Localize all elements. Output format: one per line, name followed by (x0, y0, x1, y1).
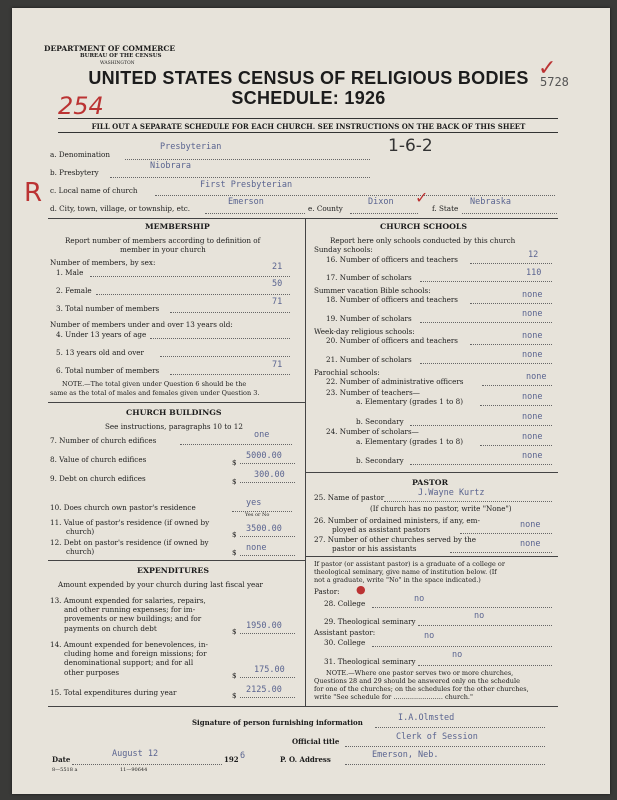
fill-line (460, 533, 552, 534)
column-divider (305, 218, 306, 706)
q27-label: 27. Number of other churches served by the (314, 535, 477, 544)
q30-value: no (424, 631, 435, 641)
by-sex-label: Number of members, by sex: (50, 258, 156, 267)
fill-line (240, 633, 295, 634)
dollar-sign: $ (232, 671, 237, 680)
fill-line (450, 552, 552, 553)
q23a-value: none (522, 392, 543, 402)
print-number: 11—90644 (120, 767, 148, 773)
membership-intro: Report number of members according to definition of (65, 236, 261, 245)
year-value: 6 (240, 751, 246, 761)
q31-label: 31. Theological seminary (324, 657, 416, 666)
graduate-note: If pastor (or assistant pastor) is a graduate of a college or (314, 560, 505, 568)
q7-value: one (254, 430, 270, 440)
q13-label: 13. Amount expended for salaries, repairs, (50, 596, 206, 605)
q28-value: no (414, 594, 425, 604)
q24b-value: none (522, 451, 543, 461)
fill-line (180, 444, 292, 445)
fill-line (150, 338, 290, 339)
q29-value: no (474, 611, 485, 621)
fill-line (240, 463, 295, 464)
q9-value: 300.00 (254, 470, 285, 480)
q9-label: 9. Debt on church edifices (50, 474, 146, 483)
q16-label: 16. Number of officers and teachers (326, 255, 458, 264)
q12-label: church) (66, 547, 95, 556)
fill-line (480, 405, 552, 406)
q14-label: other purposes (64, 668, 120, 677)
q23b-value: none (522, 412, 543, 422)
q26-label: 26. Number of ordained ministers, if any, em- (314, 516, 480, 525)
q20-label: 20. Number of officers and teachers (326, 336, 458, 345)
q25-label: 25. Name of pastor (314, 493, 385, 502)
q14-label: denominational support; and for all (64, 658, 194, 667)
dollar-sign: $ (232, 548, 237, 557)
q1-value: 21 (272, 262, 283, 272)
q2-label: 2. Female (56, 286, 92, 295)
q27-label: pastor or his assistants (332, 544, 417, 553)
date-value: August 12 (112, 749, 159, 759)
q19-value: none (522, 309, 543, 319)
q22-label: 22. Number of administrative officers (326, 377, 464, 386)
fill-line (345, 764, 545, 765)
q24a-value: none (522, 432, 543, 442)
schools-intro: Report here only schools conducted by this church (330, 236, 516, 245)
q18-label: 18. Number of officers and teachers (326, 295, 458, 304)
q23b-label: b. Secondary (356, 417, 404, 426)
dollar-sign: $ (232, 530, 237, 539)
check-mark-icon: ✓ (538, 56, 557, 81)
fill-line (350, 213, 418, 214)
schools-heading: CHURCH SCHOOLS (380, 222, 468, 231)
handwritten-code: 1-6-2 (388, 136, 433, 156)
expenditures-sub: Amount expended by your church during last fiscal year (58, 580, 263, 589)
q14-value: 175.00 (254, 665, 285, 675)
fill-line (160, 356, 290, 357)
q24-label: 24. Number of scholars— (326, 427, 419, 436)
fill-line (96, 294, 290, 295)
q23-label: 23. Number of teachers— (326, 388, 420, 397)
county-value: Dixon (368, 197, 394, 207)
serial-number: 5728 (540, 75, 569, 89)
q23a-label: a. Elementary (grades 1 to 8) (356, 397, 463, 406)
summer-label: Summer vacation Bible schools: (314, 286, 431, 295)
q18-value: none (522, 290, 543, 300)
q5-label: 5. 13 years old and over (56, 348, 144, 357)
pastor-note: write "See schedule for ........................ church." (314, 693, 473, 701)
form-number: 8—5518 a (52, 767, 78, 773)
date-label: Date (52, 755, 71, 764)
sunday-label: Sunday schools: (314, 245, 373, 254)
fill-line (470, 263, 552, 264)
q25-note: (If church has no pastor, write "None") (370, 504, 512, 513)
fill-line (90, 276, 290, 277)
fill-line (125, 159, 370, 160)
state-label: f. State (432, 204, 459, 213)
weekday-label: Week-day religious schools: (314, 327, 415, 336)
q14-label: 14. Amount expended for benevolences, in- (50, 640, 208, 649)
q8-value: 5000.00 (246, 451, 282, 461)
divider (48, 560, 305, 561)
q13-label: provements or new buildings; and for (64, 614, 202, 623)
divider (58, 118, 558, 119)
dollar-sign: $ (232, 627, 237, 636)
q26-label: ployed as assistant pastors (332, 525, 431, 534)
fill-line (420, 281, 552, 282)
q28-label: 28. College (324, 599, 366, 608)
fill-line (420, 363, 552, 364)
fill-line (345, 746, 545, 747)
fill-line (384, 501, 552, 502)
po-address-label: P. O. Address (280, 755, 331, 764)
graduate-note: theological seminary, give name of institution below. (If (314, 568, 497, 576)
dollar-sign: $ (232, 458, 237, 467)
dollar-sign: $ (232, 477, 237, 486)
signature-label: Signature of person furnishing information (192, 718, 363, 727)
q13-label: payments on church debt (64, 624, 157, 633)
fill-line (482, 385, 552, 386)
department-label: DEPARTMENT OF COMMERCE (44, 44, 176, 53)
year-prefix: 192 (224, 755, 239, 764)
city-town-value: Emerson (228, 197, 264, 207)
q12-value: none (246, 543, 267, 553)
q11-label: 11. Value of pastor's residence (if owned by (50, 518, 210, 527)
fill-line (240, 536, 295, 537)
fill-line (372, 607, 552, 608)
q10-label: 10. Does church own pastor's residence (50, 503, 196, 512)
church-name-label: c. Local name of church (50, 186, 138, 195)
divider (48, 402, 305, 403)
fill-line (170, 374, 290, 375)
pastor-note: for one of the churches; on the schedules for the other churches, (314, 685, 529, 693)
check-mark-icon: ✓ (415, 188, 429, 207)
assistant-label: Assistant pastor: (314, 628, 376, 637)
q27-value: none (520, 539, 541, 549)
membership-note: same as the total of males and females given under Question 3. (50, 389, 260, 397)
q25-value: J.Wayne Kurtz (418, 488, 485, 498)
q6-value: 71 (272, 360, 283, 370)
fill-line (418, 625, 552, 626)
q8-label: 8. Value of church edifices (50, 455, 147, 464)
pastor-note: Questions 28 and 29 should be answered only on the schedule (314, 677, 520, 685)
q12-label: 12. Debt on pastor's residence (if owned by (50, 538, 209, 547)
membership-intro: member in your church (120, 245, 206, 254)
q10-value: yes (246, 498, 262, 508)
denomination-value: Presbyterian (160, 142, 222, 152)
q2-value: 50 (272, 279, 283, 289)
handwritten-number: 254 (58, 92, 104, 120)
q11-label: church) (66, 527, 95, 536)
fill-line (72, 764, 222, 765)
fill-line (240, 677, 295, 678)
denomination-label: a. Denomination (50, 150, 110, 159)
fill-line (410, 464, 552, 465)
instruction-line: FILL OUT A SEPARATE SCHEDULE FOR EACH CHURCH. SEE INSTRUCTIONS ON THE BACK OF THIS SHEET (91, 122, 526, 131)
q1-label: 1. Male (56, 268, 84, 277)
membership-heading: MEMBERSHIP (145, 222, 210, 231)
q7-label: 7. Number of church edifices (50, 436, 157, 445)
dollar-sign: $ (232, 691, 237, 700)
q17-label: 17. Number of scholars (326, 273, 412, 282)
fill-line (470, 303, 552, 304)
city-label: WASHINGTON (100, 61, 135, 66)
pastor-heading: PASTOR (412, 478, 449, 487)
q30-label: 30. College (324, 638, 366, 647)
fill-line (110, 177, 370, 178)
fill-line (155, 195, 555, 196)
city-town-label: d. City, town, village, or township, etc. (50, 204, 191, 213)
q21-label: 21. Number of scholars (326, 355, 412, 364)
fill-line (462, 213, 557, 214)
age-label: Number of members under and over 13 years old: (50, 320, 233, 329)
parochial-label: Parochial schools: (314, 368, 380, 377)
county-label: e. County (308, 204, 343, 213)
q26-value: none (520, 520, 541, 530)
po-address-value: Emerson, Neb. (372, 750, 439, 760)
q13-value: 1950.00 (246, 621, 282, 631)
q11-value: 3500.00 (246, 524, 282, 534)
form-title: UNITED STATES CENSUS OF RELIGIOUS BODIES (88, 68, 529, 88)
state-value: Nebraska (470, 197, 511, 207)
fill-line (240, 555, 295, 556)
q29-label: 29. Theological seminary (324, 617, 416, 626)
q15-value: 2125.00 (246, 685, 282, 695)
q17-value: 110 (526, 268, 542, 278)
graduate-note: not a graduate, write "No" in the space indicated.) (314, 576, 481, 584)
buildings-heading: CHURCH BUILDINGS (126, 408, 222, 417)
handwritten-r-mark: R (24, 178, 43, 208)
fill-line (470, 344, 552, 345)
fill-line (170, 312, 290, 313)
q16-value: 12 (528, 250, 539, 260)
q13-label: and other running expenses; for im- (64, 605, 196, 614)
q24b-label: b. Secondary (356, 456, 404, 465)
divider (48, 706, 558, 707)
q31-value: no (452, 650, 463, 660)
fill-line (410, 425, 552, 426)
presbytery-label: b. Presbytery (50, 168, 99, 177)
fill-line (240, 482, 295, 483)
presbytery-value: Niobrara (150, 161, 191, 171)
fill-line (375, 727, 545, 728)
fill-line (418, 665, 552, 666)
official-title-value: Clerk of Session (396, 732, 478, 742)
q4-label: 4. Under 13 years of age (56, 330, 147, 339)
q24a-label: a. Elementary (grades 1 to 8) (356, 437, 463, 446)
bureau-label: BUREAU OF THE CENSUS (80, 53, 162, 59)
divider (305, 556, 558, 557)
signature-value: I.A.Olmsted (398, 713, 455, 723)
divider (48, 218, 558, 219)
divider (58, 132, 558, 133)
buildings-sub: See instructions, paragraphs 10 to 12 (105, 422, 243, 431)
q3-value: 71 (272, 297, 283, 307)
fill-line (205, 213, 305, 214)
q14-label: cluding home and foreign missions; for (64, 649, 207, 658)
official-title-label: Official title (292, 737, 340, 746)
q6-label: 6. Total number of members (56, 366, 160, 375)
schedule-title: SCHEDULE: 1926 (231, 88, 386, 108)
fill-line (480, 445, 552, 446)
church-name-value: First Presbyterian (200, 180, 293, 190)
q21-value: none (522, 350, 543, 360)
yes-no-note: Yes or No (245, 512, 270, 518)
pastor-sub-label: Pastor: (314, 587, 340, 596)
q20-value: none (522, 331, 543, 341)
pastor-note: NOTE.—Where one pastor serves two or more churches, (326, 669, 514, 677)
fill-line (372, 646, 552, 647)
q3-label: 3. Total number of members (56, 304, 160, 313)
fill-line (240, 697, 295, 698)
red-dot-icon: ● (356, 583, 366, 596)
divider (305, 472, 558, 473)
q22-value: none (526, 372, 547, 382)
expenditures-heading: EXPENDITURES (137, 566, 209, 575)
membership-note: NOTE.—The total given under Question 6 should be the (62, 380, 247, 388)
q15-label: 15. Total expenditures during year (50, 688, 177, 697)
q19-label: 19. Number of scholars (326, 314, 412, 323)
fill-line (420, 322, 552, 323)
